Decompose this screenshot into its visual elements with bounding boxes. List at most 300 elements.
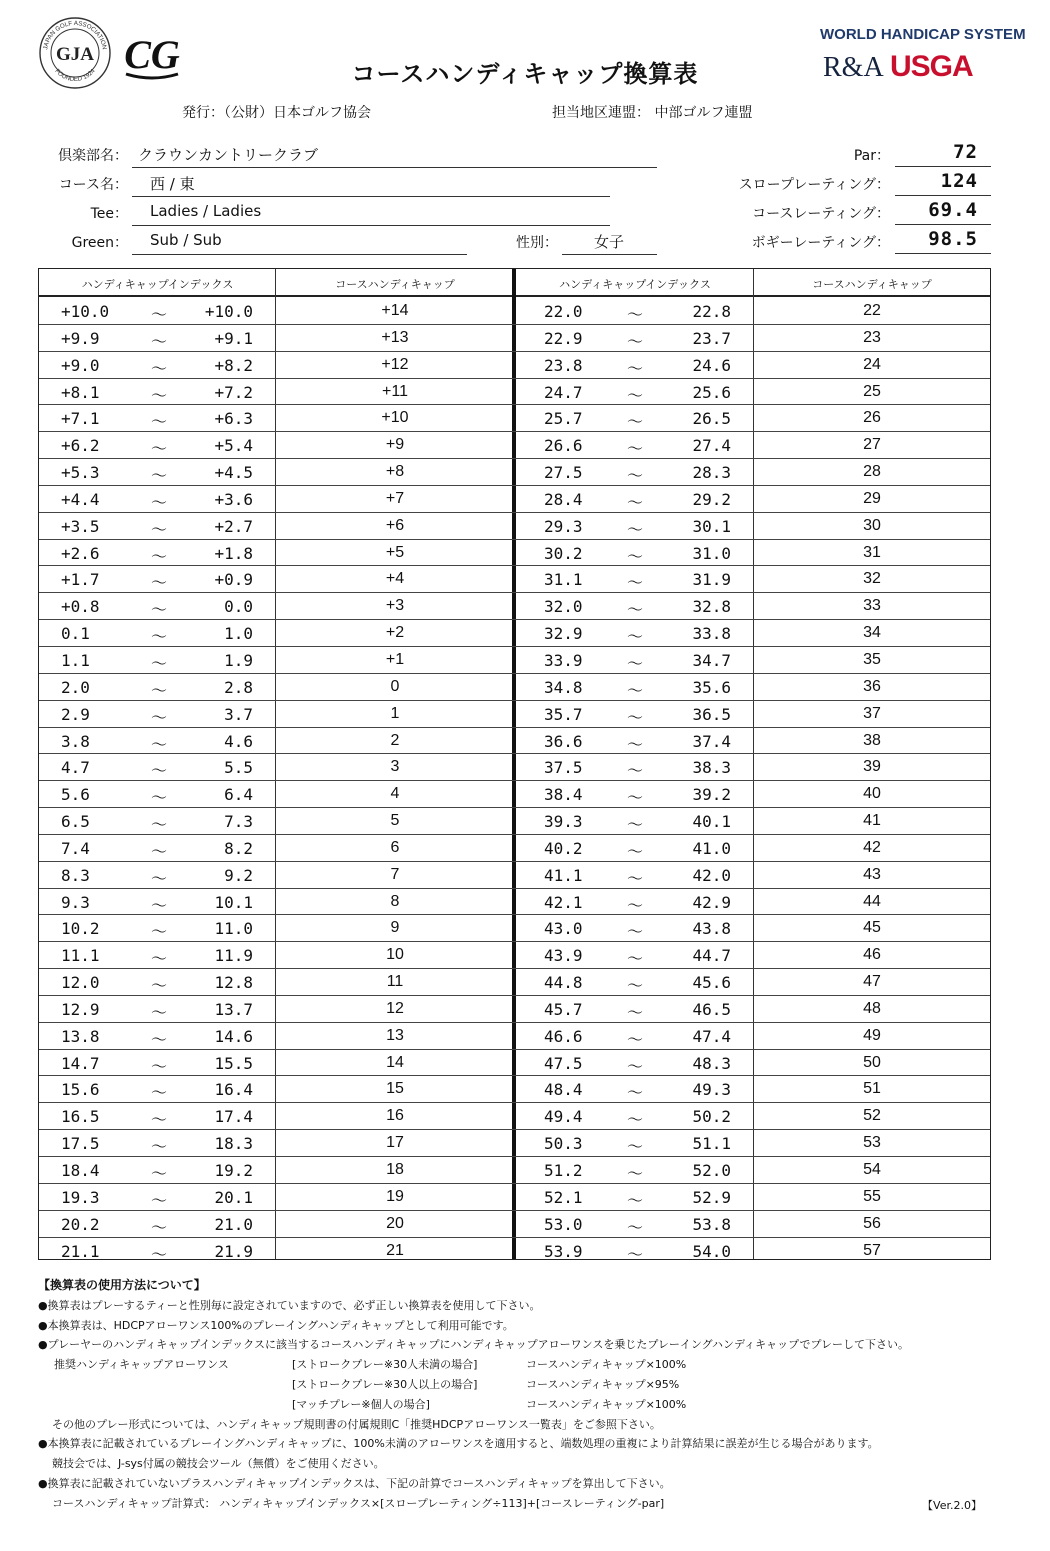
course-handicap-cell: +5 [385,543,405,561]
table-row [39,325,990,352]
index-to-cell: 15.5 [214,1053,253,1073]
index-from-cell: 32.0 [544,597,583,617]
index-from-cell: 28.4 [544,489,583,509]
range-tilde: ～ [150,1137,167,1157]
course-handicap-cell: +10 [381,409,409,427]
course-handicap-cell: 28 [863,463,881,481]
range-tilde: ～ [150,841,167,861]
index-from-cell: 4.7 [61,758,90,778]
course-handicap-cell: 33 [863,597,881,615]
course-handicap-cell: 44 [863,892,881,910]
index-from-cell: 15.6 [61,1080,100,1100]
index-from-cell: 46.6 [544,1026,583,1046]
par-value: 72 [953,141,978,163]
index-to-cell: 16.4 [214,1080,253,1100]
index-to-cell: 50.2 [692,1107,731,1127]
course-handicap-cell: +3 [385,597,405,615]
table-row [39,754,990,781]
course-value: 西 / 東 [150,175,195,193]
index-from-cell: 1.1 [61,650,90,670]
index-from-cell: 26.6 [544,436,583,456]
course-handicap-cell: 34 [863,624,881,642]
index-from-cell: +4.4 [61,489,100,509]
course-handicap-cell: 41 [863,812,881,830]
index-to-cell: +3.6 [214,489,253,509]
table-row [39,459,990,486]
range-tilde: ～ [150,385,167,405]
index-from-cell: +9.9 [61,328,100,348]
index-from-cell: 43.0 [544,919,583,939]
index-from-cell: 33.9 [544,650,583,670]
header-course-right: コースハンディキャップ [812,278,932,291]
club-label: 倶楽部名： [58,148,128,164]
header-index-right: ハンディキャップインデックス [559,278,711,291]
course-handicap-cell: 39 [863,758,881,776]
course-handicap-cell: 15 [386,1080,404,1098]
table-row [39,486,990,513]
index-from-cell: 52.1 [544,1187,583,1207]
index-to-cell: 5.5 [224,758,253,778]
range-tilde: ～ [626,1217,643,1237]
range-tilde: ～ [626,573,643,593]
index-from-cell: 12.9 [61,999,100,1019]
index-to-cell: 22.8 [692,302,731,321]
index-to-cell: 45.6 [692,973,731,993]
table-row [39,969,990,996]
course-handicap-cell: +2 [385,624,405,642]
index-from-cell: +5.3 [61,463,100,483]
course-handicap-cell: +13 [381,328,409,346]
gender-underline [562,254,657,255]
range-tilde: ～ [626,546,643,566]
header-index-left: ハンディキャップインデックス [81,278,234,291]
course-handicap-cell: 8 [390,892,400,910]
index-to-cell: 19.2 [214,1161,253,1180]
index-from-cell: 5.6 [61,785,90,805]
course-handicap-cell: 2 [390,731,400,749]
index-from-cell: 25.7 [544,409,583,429]
index-from-cell: 8.3 [61,865,90,885]
svg-text:CG: CG [124,32,180,77]
table-row [39,1050,990,1077]
course-handicap-cell: 12 [386,999,404,1017]
slope-label: スロープレーティング： [738,177,890,193]
course-handicap-cell: +7 [385,489,405,507]
course-handicap-cell: 0 [390,677,400,695]
tee-label: Tee： [90,206,128,222]
course-handicap-cell: +4 [385,570,405,588]
page-title: コースハンディキャップ換算表 [351,60,699,88]
range-tilde: ～ [626,627,643,647]
index-to-cell: 26.5 [692,409,731,429]
table-body [39,298,990,1264]
index-to-cell: 14.6 [214,1026,253,1046]
notes-heading: 【換算表の使用方法について】 [38,1278,206,1292]
course-handicap-cell: 53 [863,1134,881,1152]
table-row [39,996,990,1023]
index-to-cell: 35.6 [692,677,731,697]
table-row [39,728,990,755]
table-row [39,540,990,567]
range-tilde: ～ [626,761,643,781]
course-handicap-cell: 13 [386,1026,404,1044]
table-row [39,942,990,969]
index-from-cell: +3.5 [61,516,100,536]
course-handicap-cell: 50 [863,1053,881,1071]
index-to-cell: +0.9 [214,570,253,590]
index-from-cell: +8.1 [61,382,100,402]
issuer-text: 発行：（公財）日本ゴルフ協会 [182,105,371,121]
whs-logo: WORLD HANDICAP SYSTEM [820,26,1026,43]
index-from-cell: 2.0 [61,677,90,697]
index-to-cell: 47.4 [692,1026,731,1046]
range-tilde: ～ [150,546,167,566]
index-from-cell: 6.5 [61,812,90,832]
index-to-cell: 9.2 [224,865,253,885]
index-to-cell: 1.9 [224,650,253,670]
range-tilde: ～ [150,1217,167,1237]
gender-value: 女子 [594,233,625,251]
index-from-cell: 45.7 [544,999,583,1019]
index-to-cell: 18.3 [214,1134,253,1154]
range-tilde: ～ [150,600,167,620]
index-to-cell: 7.3 [224,812,253,832]
usga-logo: USGA [890,50,973,83]
index-to-cell: 31.0 [692,543,731,563]
slope-underline [895,195,991,196]
bogey-rating-value: 98.5 [928,228,978,250]
index-from-cell: 17.5 [61,1134,100,1154]
index-to-cell: +5.4 [214,436,253,456]
index-from-cell: 18.4 [61,1161,100,1180]
table-row [39,593,990,620]
bogey-rating-underline [895,253,991,254]
range-tilde: ～ [150,331,167,351]
range-tilde: ～ [626,331,643,351]
index-to-cell: 11.0 [214,919,253,939]
ra-logo: R&A [823,52,884,83]
range-tilde: ～ [150,1056,167,1076]
course-handicap-cell: 25 [863,382,881,400]
index-from-cell: 53.0 [544,1214,583,1234]
index-from-cell: 37.5 [544,758,583,778]
course-handicap-cell: +9 [385,436,405,454]
gender-label: 性別： [516,235,558,251]
course-handicap-cell: +6 [385,516,405,534]
range-tilde: ～ [626,1110,643,1130]
index-to-cell: 17.4 [214,1107,253,1127]
index-to-cell: +6.3 [214,409,253,429]
course-handicap-cell: 30 [863,516,881,534]
range-tilde: ～ [150,815,167,835]
range-tilde: ～ [150,949,167,969]
range-tilde: ～ [150,1110,167,1130]
index-from-cell: 12.0 [61,973,100,993]
range-tilde: ～ [626,1083,643,1103]
district-text: 担当地区連盟： 中部ゴルフ連盟 [552,105,753,121]
range-tilde: ～ [626,412,643,432]
slope-value: 124 [940,170,978,192]
index-to-cell: 29.2 [692,489,731,509]
index-to-cell: 23.7 [692,328,731,348]
range-tilde: ～ [150,976,167,996]
index-from-cell: +7.1 [61,409,100,429]
note-3: ●プレーヤーのハンディキャップインデックスに該当するコースハンディキャップにハンディキャップアローワンスを乗じたプレーイングハンディキャップでプレーして下さい。 [38,1338,910,1352]
course-handicap-cell: 3 [390,758,400,776]
range-tilde: ～ [150,412,167,432]
index-to-cell: 24.6 [692,355,731,375]
table-row [39,1076,990,1103]
index-from-cell: 27.5 [544,463,583,483]
course-handicap-cell: 17 [386,1134,404,1152]
svg-text:FOUNDED 1924: FOUNDED 1924 [53,67,97,84]
index-to-cell: +7.2 [214,382,253,402]
index-from-cell: 22.9 [544,328,583,348]
range-tilde: ～ [626,1029,643,1049]
index-to-cell: 38.3 [692,758,731,778]
table-row [39,620,990,647]
index-from-cell: 9.3 [61,892,90,912]
par-underline [895,166,991,167]
range-tilde: ～ [150,707,167,727]
course-handicap-cell: +8 [385,463,405,481]
index-to-cell: 44.7 [692,946,731,966]
index-to-cell: +4.5 [214,463,253,483]
course-handicap-cell: 23 [863,328,881,346]
index-to-cell: 54.0 [692,1241,731,1261]
course-handicap-cell: 4 [390,785,400,803]
range-tilde: ～ [150,680,167,700]
range-tilde: ～ [150,1002,167,1022]
allowance-type: [ストロークプレー※30人未満の場合] [292,1358,478,1372]
course-handicap-cell: 18 [386,1161,404,1178]
course-handicap-cell: 6 [390,838,400,856]
index-to-cell: 52.9 [692,1187,731,1207]
note-4: その他のプレー形式については、ハンディキャップ規則書の付属規則C「推奨HDCPアローワンス一覧表」をご参照下さい。 [52,1417,661,1431]
index-to-cell: 30.1 [692,516,731,536]
index-to-cell: 42.0 [692,865,731,885]
course-handicap-cell: 5 [390,812,400,830]
index-to-cell: 31.9 [692,570,731,590]
course-handicap-cell: 9 [390,919,400,937]
table-row [39,701,990,728]
index-from-cell: 10.2 [61,919,100,939]
allowance-row-3 [38,1395,998,1415]
index-to-cell: 27.4 [692,436,731,456]
index-from-cell: 11.1 [61,946,100,966]
allowance-row-1 [38,1355,998,1375]
index-from-cell: 14.7 [61,1053,100,1073]
allowance-label: 推奨ハンディキャップアローワンス [54,1358,229,1372]
course-handicap-cell: 45 [863,919,881,937]
course-handicap-cell: 20 [386,1214,404,1232]
range-tilde: ～ [626,1244,643,1264]
index-from-cell: 24.7 [544,382,583,402]
range-tilde: ～ [626,788,643,808]
index-to-cell: 13.7 [214,999,253,1019]
club-underline [132,167,657,168]
course-handicap-cell: 56 [863,1214,881,1232]
table-row [39,808,990,835]
range-tilde: ～ [626,976,643,996]
course-handicap-cell: 46 [863,946,881,964]
table-row [39,862,990,889]
bogey-rating-label: ボギーレーティング： [751,235,890,251]
index-to-cell: 34.7 [692,650,731,670]
table-row [39,835,990,862]
course-handicap-cell: 10 [386,946,404,964]
range-tilde: ～ [150,788,167,808]
index-from-cell: 32.9 [544,624,583,644]
index-from-cell: 43.9 [544,946,583,966]
index-from-cell: 49.4 [544,1107,583,1127]
table-row [39,1184,990,1211]
range-tilde: ～ [626,680,643,700]
allowance-row-2 [38,1375,998,1395]
course-label: コース名： [58,177,128,193]
course-handicap-cell: 24 [863,355,881,373]
course-handicap-cell: +12 [381,355,409,373]
range-tilde: ～ [150,466,167,486]
range-tilde: ～ [626,949,643,969]
svg-text:GJA: GJA [56,44,94,65]
index-to-cell: 20.1 [214,1187,253,1207]
course-handicap-cell: 57 [863,1241,881,1259]
index-from-cell: 53.9 [544,1241,583,1261]
index-from-cell: 29.3 [544,516,583,536]
course-handicap-cell: 49 [863,1026,881,1044]
index-to-cell: 21.9 [214,1241,253,1261]
index-to-cell: 40.1 [692,812,731,832]
range-tilde: ～ [626,466,643,486]
course-handicap-cell: 1 [390,704,400,722]
course-handicap-cell: 37 [863,704,881,722]
course-handicap-cell: 26 [863,409,881,427]
range-tilde: ～ [626,358,643,378]
version-label: 【Ver.2.0】 [922,1499,982,1512]
range-tilde: ～ [150,761,167,781]
tee-value: Ladies / Ladies [150,202,262,220]
range-tilde: ～ [150,922,167,942]
index-from-cell: 7.4 [61,838,90,858]
course-handicap-cell: 54 [863,1161,881,1178]
course-handicap-cell: 51 [863,1080,881,1098]
index-from-cell: 2.9 [61,704,90,724]
index-to-cell: 49.3 [692,1080,731,1100]
index-from-cell: 23.8 [544,355,583,375]
course-handicap-cell: 32 [863,570,881,588]
tee-underline [132,225,610,226]
index-to-cell: +1.8 [214,543,253,563]
table-row [39,915,990,942]
index-to-cell: 42.9 [692,892,731,912]
table-row [39,1103,990,1130]
course-handicap-cell: 31 [863,543,881,561]
index-from-cell: +2.6 [61,543,100,563]
course-handicap-cell: 21 [386,1241,404,1259]
index-from-cell: 31.1 [544,570,583,590]
course-handicap-cell: +11 [382,382,408,400]
allowance-type: [ストロークプレー※30人以上の場合] [292,1377,478,1391]
course-handicap-cell: +1 [385,650,405,668]
index-from-cell: 21.1 [61,1241,100,1261]
course-handicap-cell: 48 [863,999,881,1017]
course-handicap-cell: 35 [863,650,881,668]
course-rating-label: コースレーティング： [752,206,890,222]
table-row [39,352,990,379]
note-6: 競技会では、J-sys付属の競技会ツール（無償）をご使用ください。 [52,1457,385,1471]
index-from-cell: 41.1 [544,865,583,885]
index-from-cell: +6.2 [61,436,100,456]
index-to-cell: 52.0 [692,1161,731,1180]
table-row [39,432,990,459]
index-to-cell: 0.0 [224,597,253,617]
range-tilde: ～ [626,305,643,324]
range-tilde: ～ [150,358,167,378]
course-handicap-cell: 38 [863,731,881,749]
green-underline [132,254,467,255]
index-to-cell: 25.6 [692,382,731,402]
index-from-cell: 44.8 [544,973,583,993]
table-row [39,1130,990,1157]
table-row [39,513,990,540]
range-tilde: ～ [150,1190,167,1210]
index-from-cell: 35.7 [544,704,583,724]
course-handicap-cell: 52 [863,1107,881,1125]
index-to-cell: 51.1 [692,1134,731,1154]
index-to-cell: 28.3 [692,463,731,483]
index-from-cell: 50.3 [544,1134,583,1154]
range-tilde: ～ [626,600,643,620]
index-to-cell: 53.8 [692,1214,731,1234]
range-tilde: ～ [150,439,167,459]
course-handicap-cell: 43 [863,865,881,883]
index-from-cell: 51.2 [544,1161,583,1180]
course-rating-underline [895,224,991,225]
range-tilde: ～ [150,1244,167,1264]
index-from-cell: +9.0 [61,355,100,375]
course-handicap-cell: 11 [386,973,404,991]
index-to-cell: 1.0 [224,624,253,644]
course-rating-value: 69.4 [928,199,978,221]
allowance-type: [マッチプレー※個人の場合] [292,1397,430,1411]
range-tilde: ～ [626,1164,643,1183]
course-handicap-cell: +14 [381,302,409,319]
note-2: ●本換算表は、HDCPアローワンス100%のプレーイングハンディキャップとして利用可能です。 [38,1318,514,1332]
index-from-cell: +1.7 [61,570,100,590]
table-row [39,1211,990,1238]
table-row [39,781,990,808]
index-from-cell: 47.5 [544,1053,583,1073]
table-row [39,889,990,916]
table-row [39,298,990,325]
range-tilde: ～ [150,1164,167,1183]
club-value: クラウンカントリークラブ [138,146,319,164]
allowance-value: コースハンディキャップ×100% [526,1358,687,1372]
range-tilde: ～ [626,1137,643,1157]
header-course-left: コースハンディキャップ [335,278,455,291]
index-to-cell: +2.7 [214,516,253,536]
course-handicap-cell: 27 [863,436,881,454]
index-to-cell: 37.4 [692,731,731,751]
index-to-cell: 48.3 [692,1053,731,1073]
index-from-cell: 20.2 [61,1214,100,1234]
course-handicap-cell: 19 [386,1187,404,1205]
note-1: ●換算表はプレーするティーと性別毎に設定されていますので、必ず正しい換算表を使用して下さい。 [38,1298,541,1312]
index-to-cell: +9.1 [214,328,253,348]
usage-notes [38,1276,998,1514]
range-tilde: ～ [626,1056,643,1076]
